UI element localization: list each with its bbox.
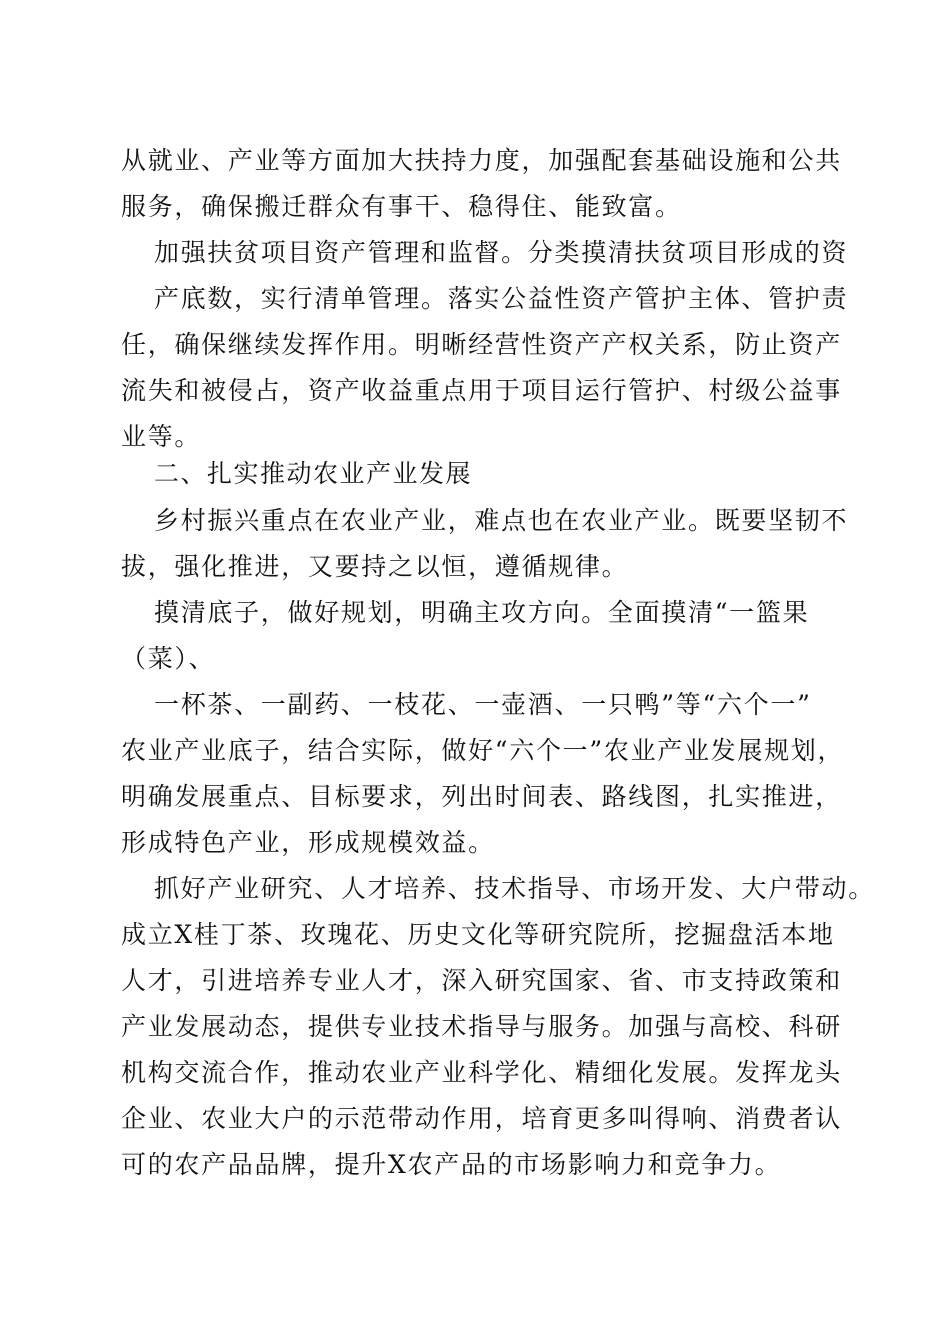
text-line-10: 拔，强化推进，又要持之以恒，遵循规律。: [121, 552, 629, 581]
text-line-9: 乡村振兴重点在农业产业，难点也在农业产业。既要坚韧不: [154, 506, 849, 535]
text-line-4: 产底数，实行清单管理。落实公益性资产管护主体、管护责: [154, 284, 849, 313]
text-line-12: （菜）、: [121, 644, 216, 673]
text-line-2: 服务，确保搬迁群众有事干、稳得住、能致富。: [121, 192, 682, 221]
text-line-22: 企业、农业大户的示范带动作用，培育更多叫得响、消费者认: [121, 1104, 842, 1133]
text-line-18: 成立X桂丁茶、玫瑰花、历史文化等研究院所，挖掘盘活本地: [121, 920, 835, 949]
section-heading: 二、扎实推动农业产业发展: [154, 459, 473, 488]
text-line-21: 机构交流合作，推动农业产业科学化、精细化发展。发挥龙头: [121, 1058, 842, 1087]
text-line-23: 可的农产品品牌，提升X农产品的市场影响力和竞争力。: [121, 1150, 782, 1179]
text-line-20: 产业发展动态，提供专业技术指导与服务。加强与高校、科研: [121, 1012, 842, 1041]
text-line-15: 明确发展重点、目标要求，列出时间表、路线图，扎实推进，: [121, 782, 842, 811]
text-line-5: 任，确保继续发挥作用。明晰经营性资产产权关系，防止资产: [121, 330, 842, 359]
text-line-1: 从就业、产业等方面加大扶持力度，加强配套基础设施和公共: [121, 146, 842, 175]
text-line-19: 人才，引进培养专业人才，深入研究国家、省、市支持政策和: [121, 966, 842, 995]
text-line-7: 业等。: [121, 422, 202, 451]
text-line-17: 抓好产业研究、人才培养、技术指导、市场开发、大户带动。: [154, 874, 875, 903]
text-line-14: 农业产业底子，结合实际，做好“六个一”农业产业发展规划，: [121, 736, 845, 765]
text-line-3: 加强扶贫项目资产管理和监督。分类摸清扶贫项目形成的资: [154, 238, 849, 267]
text-line-11: 摸清底子，做好规划，明确主攻方向。全面摸清“一篮果: [154, 598, 810, 627]
text-line-6: 流失和被侵占，资产收益重点用于项目运行管护、村级公益事: [121, 376, 842, 405]
text-line-16: 形成特色产业，形成规模效益。: [121, 828, 495, 857]
text-line-13: 一杯茶、一副药、一枝花、一壶酒、一只鸭”等“六个一”: [154, 690, 812, 719]
